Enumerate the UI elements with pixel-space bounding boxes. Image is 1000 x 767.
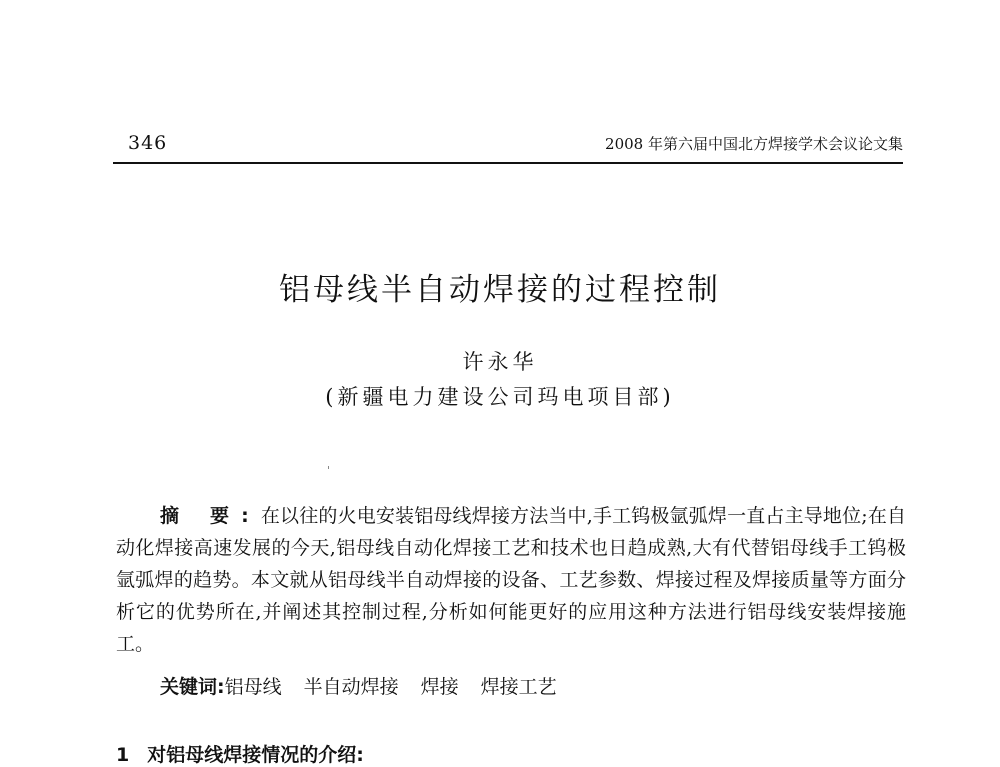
keywords-label: 关键词: [160, 676, 225, 698]
author-name: 许永华 [462, 350, 538, 374]
running-header: 2008 年第六届中国北方焊接学术会议论文集 [605, 135, 903, 153]
header-divider [113, 162, 903, 164]
keywords-line [160, 672, 579, 699]
keyword-item: 铝母线 [224, 676, 282, 698]
page-number: 346 [128, 132, 168, 154]
abstract-text: 在以往的火电安装铝母线焊接方法当中,手工钨极氩弧焊一直占主导地位;在自动化焊接高速发展的今天,铝母线自动化焊接工艺和技术也日趋成熟,大有代替铝母线手工钨极氩弧焊的趋势。本文就从铝母线半自动焊接的设备、工艺参数、焊接过程及焊接质量等方面分析它的优势所在,并阐述其控制过程,分析如何能更好的应用这种方法进行铝母线安装焊接施工。 [116, 505, 906, 655]
abstract-paragraph [116, 500, 906, 660]
section-title: 对铝母线焊接情况的介绍: [147, 744, 364, 766]
author-affiliation: (新疆电力建设公司玛电项目部) [325, 385, 675, 409]
keyword-item: 焊接 [420, 676, 459, 698]
keyword-item: 半自动焊接 [303, 676, 399, 698]
section-heading [116, 740, 364, 767]
scan-speck [328, 466, 329, 469]
paper-title: 铝母线半自动焊接的过程控制 [279, 272, 721, 308]
keyword-item: 焊接工艺 [480, 676, 557, 698]
abstract-label: 摘 要: [160, 505, 261, 527]
section-number: 1 [116, 744, 130, 766]
